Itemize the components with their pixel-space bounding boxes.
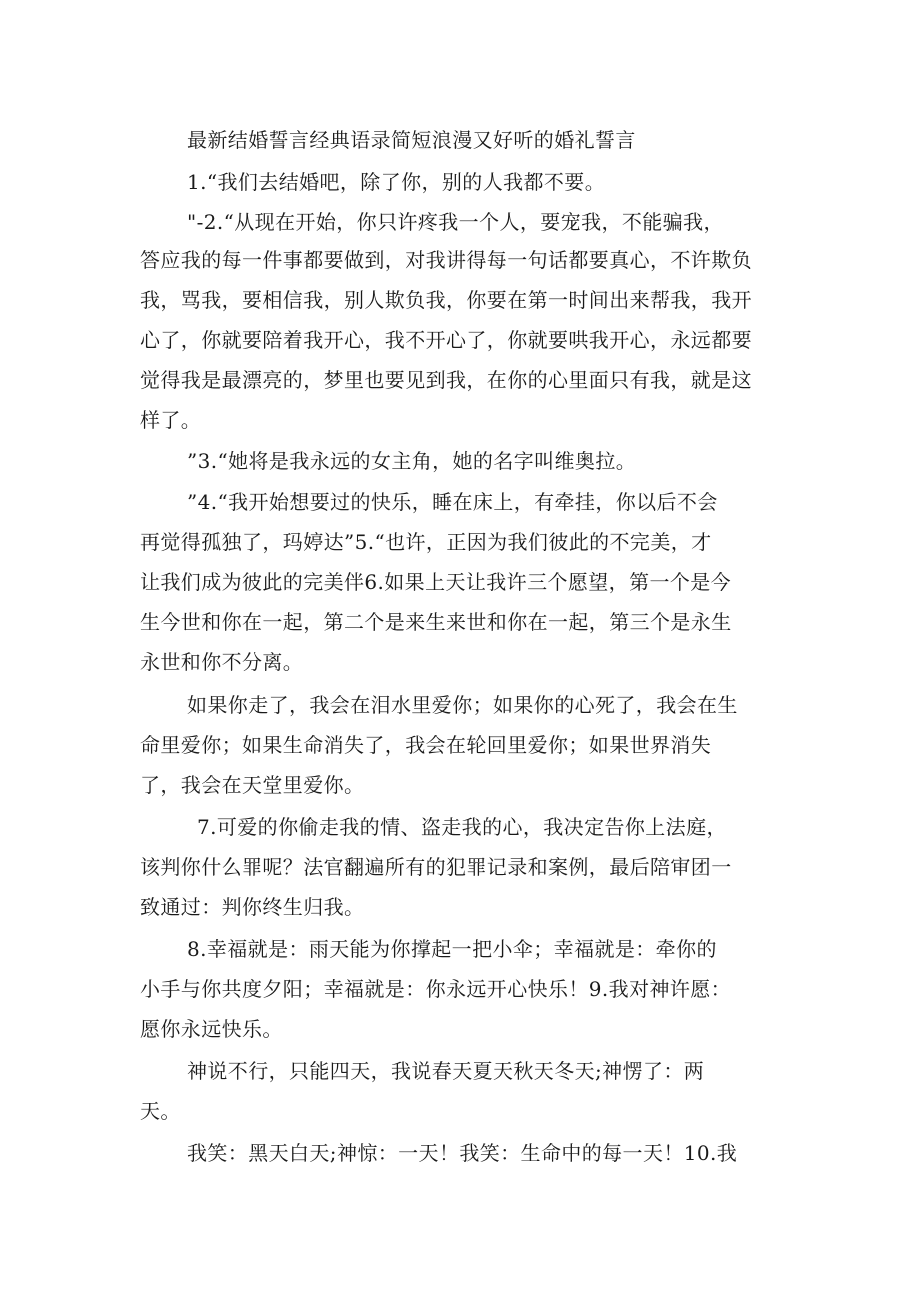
text-line: ”3.“她将是我永远的女主角，她的名字叫维奥拉。 bbox=[187, 449, 637, 473]
text-line: 小手与你共度夕阳；幸福就是：你永远开心快乐！9.我对神许愿： bbox=[140, 977, 732, 1001]
text-line: 该判你什么罪呢？法官翻遍所有的犯罪记录和案例，最后陪审团一 bbox=[140, 855, 732, 879]
text-line: 如果你走了，我会在泪水里爱你；如果你的心死了，我会在生 bbox=[187, 693, 738, 717]
text-line: 神说不行，只能四天，我说春天夏天秋天冬天;神愣了：两 bbox=[187, 1059, 705, 1083]
text-line: 样了。 bbox=[140, 408, 202, 432]
text-line: 致通过：判你终生归我。 bbox=[140, 895, 365, 919]
text-line: 觉得我是最漂亮的，梦里也要见到我，在你的心里面只有我，就是这 bbox=[140, 368, 752, 392]
text-line: 再觉得孤独了，玛婷达”5.“也许，正因为我们彼此的不完美，才 bbox=[140, 530, 712, 554]
text-line: 生今世和你在一起，第二个是来生来世和你在一起，第三个是永生 bbox=[140, 610, 732, 634]
text-line: 答应我的每一件事都要做到，对我讲得每一句话都要真心，不许欺负 bbox=[140, 248, 752, 272]
document-title: 最新结婚誓言经典语录简短浪漫又好听的婚礼誓言 bbox=[187, 128, 636, 152]
text-line: 愿你永远快乐。 bbox=[140, 1017, 283, 1041]
text-line: 天。 bbox=[140, 1099, 181, 1123]
text-line: 我笑：黑天白天;神惊：一天！我笑：生命中的每一天！10.我 bbox=[187, 1141, 738, 1165]
text-line: ”4.“我开始想要过的快乐，睡在床上，有牵挂，你以后不会 bbox=[187, 490, 718, 514]
text-line: 永世和你不分离。 bbox=[140, 650, 304, 674]
text-line: 了，我会在天堂里爱你。 bbox=[140, 773, 365, 797]
text-line: 1.“我们去结婚吧，除了你，别的人我都不要。 bbox=[187, 170, 606, 194]
text-line: 让我们成为彼此的完美伴6.如果上天让我许三个愿望，第一个是今 bbox=[140, 570, 732, 594]
text-line: 8.幸福就是：雨天能为你撑起一把小伞；幸福就是：牵你的 bbox=[187, 937, 717, 961]
text-line: 心了，你就要陪着我开心，我不开心了，你就要哄我开心，永远都要 bbox=[140, 328, 752, 352]
text-line: 命里爱你；如果生命消失了，我会在轮回里爱你；如果世界消失 bbox=[140, 733, 712, 757]
text-line: 7.可爱的你偷走我的情、盗走我的心，我决定告你上法庭， bbox=[197, 815, 727, 839]
text-line: "-2.“从现在开始，你只许疼我一个人，要宠我，不能骗我， bbox=[187, 210, 724, 234]
text-line: 我，骂我，要相信我，别人欺负我，你要在第一时间出来帮我，我开 bbox=[140, 288, 752, 312]
